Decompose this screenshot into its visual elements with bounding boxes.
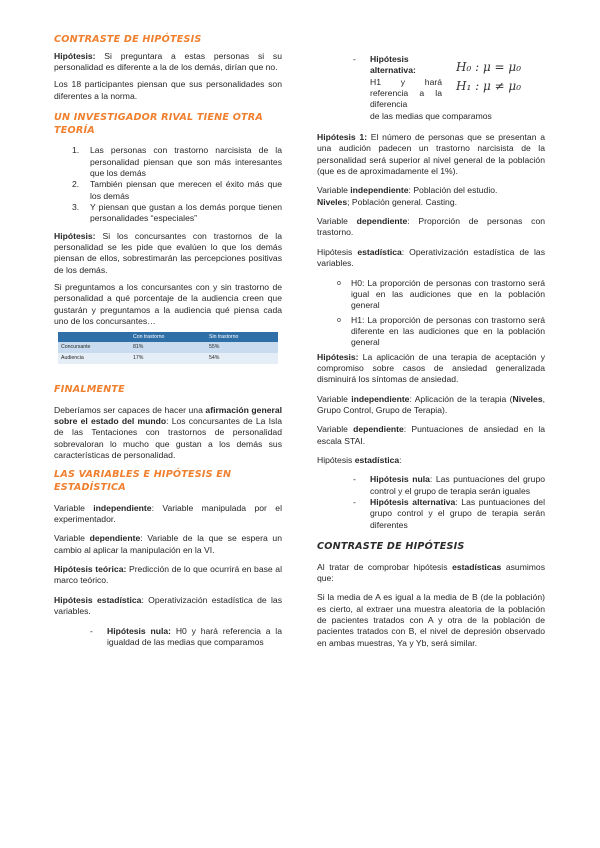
text: El número de personas que se presentan a una audición padecen un trastorno narcisista de la personalidad será superior al nivel general de la población (que es de aproximadamente el 1%). (317, 132, 545, 177)
text: Predicción de lo que ocurrirá en base al marco teórico. (54, 564, 282, 586)
paragraph-hipotesis-2 (317, 352, 545, 386)
bold-text: Hipótesis: (317, 351, 359, 362)
table-cell: 55% (206, 342, 278, 353)
bold-text: Hipótesis nula: (107, 625, 172, 636)
section-heading-variables: LAS VARIABLES E HIPÓTESIS EN ESTADÍSTICA (54, 469, 232, 494)
table-cell: 54% (206, 353, 278, 364)
list-text: Las personas con trastorno narcisista de la personalidad piensan que son más interesantes que los demás (90, 145, 282, 179)
label-hipotesis: Hipótesis: (54, 230, 96, 241)
paragraph-hipotesis-estadistica (54, 595, 282, 618)
bold-text: Hipótesis alternativa: (370, 54, 416, 76)
dash-marker: - (353, 54, 356, 64)
table-header (58, 332, 130, 343)
text: asumimos que: (317, 561, 545, 584)
text: Si los concursantes con trastornos de la personalidad se les pide que evalúen lo que los demás piensan de ellos, sobrestimarán las percepciones positivas de los demás. (54, 230, 282, 275)
list-number: 2. (72, 179, 80, 190)
paragraph-vi (54, 503, 282, 526)
dash-marker: - (90, 625, 93, 636)
text: : Variable de la que se espera un cambio al aplicar la manipulación en la VI. (54, 533, 282, 555)
bold-text: estadística (354, 454, 400, 465)
bold-text: dependiente (353, 424, 404, 435)
circle-item (317, 315, 545, 349)
text: : Los concursantes de La Isla de las Tentaciones con trastornos de personalidad sobrevaloran lo mucho que gustan a los demás sus características de personalidad. (54, 416, 282, 461)
dash-marker: - (353, 497, 356, 507)
text: : Proporción de personas con trastorno. (317, 216, 546, 238)
paragraph-vd (54, 533, 282, 556)
bold-text: Hipótesis nula (370, 474, 430, 485)
text: , Grupo Control, Grupo de Terapia). (317, 393, 545, 415)
paragraph-preguntamos: Si preguntamos a los concursantes con y sin trastorno de personalidad a qué porcentaje de la audiencia creen que gustarán y preguntamos a la audiencia qué piensa cada uno de los concursantes… (54, 282, 282, 327)
list-item (72, 145, 282, 179)
paragraph-hipotesis-1 (54, 51, 282, 74)
bold-text: dependiente (89, 533, 141, 544)
paragraph-hipotesis-teorica (54, 564, 282, 587)
table-cell: Audiencia (58, 353, 130, 364)
text: : Variable manipulada por el experimentador. (54, 502, 282, 525)
results-table (58, 332, 278, 365)
text: Variable (317, 424, 354, 435)
text: : Las puntuaciones del grupo control y el grupo de terapia serán iguales (370, 474, 546, 496)
text: : Población del estudio. (408, 185, 498, 196)
paragraph-participantes: Los 18 participantes piensan que sus personalidades son diferentes a la norma. (54, 79, 282, 101)
bold-text: independiente (350, 185, 409, 196)
paragraph-vi-2 (317, 394, 545, 417)
hypothesis-formulas (442, 54, 521, 111)
bold-text: Niveles (512, 393, 543, 404)
dash-marker: - (353, 474, 356, 485)
bold-text: Hipótesis teórica: (54, 564, 127, 575)
list-item (72, 202, 282, 225)
text: Hipótesis (317, 454, 355, 465)
text: Variable (54, 533, 90, 544)
text: Hipótesis (317, 246, 358, 257)
table-row (58, 353, 278, 364)
paragraph-media: Si la media de A es igual a la media de B (de la población) es cierto, al extraer una muestra aleatoria de la población de pacientes tratados con A y otra de la población de pacientes tratados con B, el nivel de depresión observado en ambas muestras, Ya y Yb, será similar. (317, 592, 545, 648)
text: : (399, 454, 402, 465)
alternative-hypothesis-block (317, 54, 545, 111)
paragraph-he-1 (317, 247, 545, 270)
text: ; Población general. Casting. (347, 196, 457, 207)
list-number: 1. (72, 145, 80, 156)
list-text: También piensan que merecen el éxito más que los demás (90, 179, 282, 201)
dash-item-alternativa (317, 497, 545, 531)
section-heading-contraste: CONTRASTE DE HIPÓTESIS (317, 541, 465, 553)
formula-h0: H₀ : μ = μ₀ (456, 60, 522, 74)
bold-text: Hipótesis alternativa (370, 497, 456, 507)
section-heading-contraste: CONTRASTE DE HIPÓTESIS (54, 34, 202, 45)
paragraph-he-2 (317, 455, 545, 466)
circle-text: H1: La proporción de personas con trastorno será diferente en las audiciones que en la población general (351, 314, 545, 348)
bold-text: Niveles (317, 196, 348, 207)
text: Deberíamos ser capaces de hacer una (54, 404, 206, 415)
text: Variable (317, 216, 357, 227)
bold-text: independiente (351, 393, 410, 404)
circle-marker: o (337, 316, 341, 324)
bold-text: Hipótesis 1: (317, 132, 368, 143)
text: La aplicación de una terapia de aceptación y compromiso sobre casos de ansiedad generalizada disminuirá los síntomas de ansiedad. (317, 351, 545, 385)
text: Al tratar de comprobar hipótesis (317, 561, 453, 572)
text: Variable (54, 502, 94, 513)
bold-text: Hipótesis estadística (54, 594, 142, 605)
numbered-list (54, 145, 282, 224)
label-hipotesis: Hipótesis: (54, 50, 96, 61)
formula-h1: H₁ : μ ≠ μ₀ (456, 78, 522, 93)
text: : Operativización estadística de las variables. (54, 594, 282, 617)
list-item (72, 179, 282, 202)
text: Si preguntara a estas personas si su personalidad es diferente a la de los demás, dirían que no. (54, 50, 282, 72)
section-heading-investigador: UN INVESTIGADOR RIVAL TIENE OTRA TEORÍA (54, 112, 264, 136)
list-number: 3. (72, 202, 80, 213)
text: H1 y hará referencia a la diferencia (370, 76, 442, 110)
paragraph-hipotesis-2 (54, 231, 282, 276)
bold-text: independiente (93, 502, 152, 513)
bold-text: estadísticas (452, 561, 502, 572)
table-header: Sin trastorno (206, 332, 278, 343)
bold-text: dependiente (356, 216, 408, 227)
alternative-tail-text: de las medias que comparamos (370, 110, 492, 121)
text: Variable (317, 393, 352, 404)
dash-text (370, 497, 545, 531)
text: H0 y hará referencia a la igualdad de las medias que comparamos (107, 625, 282, 647)
table-header: Con trastorno (130, 332, 206, 343)
paragraph-vd-2 (317, 424, 545, 447)
paragraph-vi-1 (317, 185, 545, 208)
paragraph-afirmacion (54, 405, 282, 462)
bold-text: afirmación general sobre el estado del mundo (54, 404, 282, 427)
table-row (58, 342, 278, 353)
table-cell: Concursante (58, 342, 130, 353)
alternative-hypothesis-text (370, 54, 442, 111)
table-cell: 81% (130, 342, 206, 353)
paragraph-hipotesis-1 (317, 132, 545, 177)
table-header-row (58, 332, 278, 343)
right-column (317, 54, 545, 649)
circle-text: H0: La proporción de personas con trastorno será igual en las audiciones que en la población general (351, 277, 545, 311)
text: : Aplicación de la terapia ( (409, 393, 513, 404)
dash-item-nula (317, 474, 545, 497)
dash-item-nula (54, 626, 282, 649)
list-text: Y piensan que gustan a los demás porque tienen personalidades “especiales” (90, 202, 282, 224)
text: : Las puntuaciones del grupo control y el grupo de terapia serán diferentes (370, 497, 545, 530)
section-heading-finalmente: FINALMENTE (54, 384, 125, 396)
paragraph-asumimos (317, 562, 545, 585)
paragraph-vd-1 (317, 216, 545, 239)
circle-item (317, 278, 545, 312)
dash-text (107, 626, 282, 649)
text: : Puntuaciones de ansiedad en la escala STAI. (317, 424, 546, 446)
dash-text (370, 474, 545, 497)
left-column (54, 34, 282, 648)
text: : Operativización estadística de las variables. (317, 246, 545, 269)
bold-text: estadística (357, 246, 402, 257)
table-cell: 17% (130, 353, 206, 364)
text: Variable (317, 185, 351, 196)
circle-marker: o (337, 279, 341, 287)
